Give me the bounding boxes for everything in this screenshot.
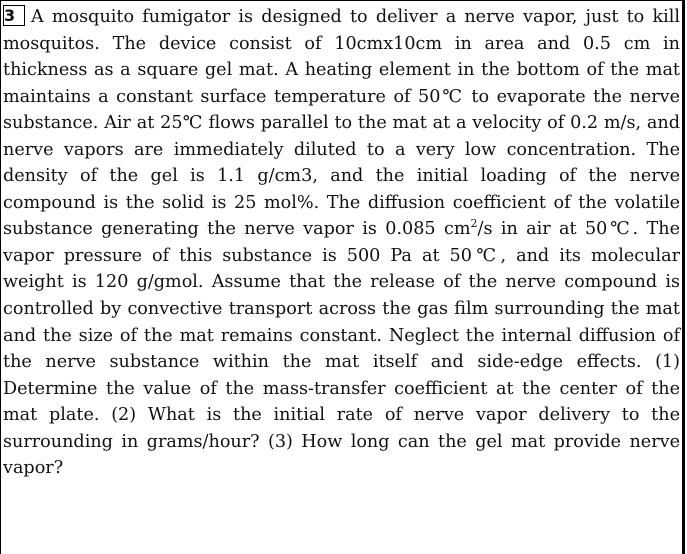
problem-text	[3, 4, 680, 482]
problem-text-part-2: /s in air at 50℃. The vapor pressure of this substance is 500 Pa at 50℃, and its molecular weight is 120 g/gmol. Assume that the release of the nerve compound is controlled by convective transport across the gas film surrounding the mat and the size of the mat remains constant. Neglect the internal diffusion of the nerve substance within the mat itself and side-edge effects. (1) Determine the value of the mass-transfer coefficient at the center of the mat plate. (2) What is the initial rate of nerve vapor delivery to the surrounding in grams/hour? (3) How long can the gel mat provide nerve vapor?	[3, 219, 680, 479]
problem-text-part-1: A mosquito fumigator is designed to deliver a nerve vapor, just to kill mosquitos. The device consist of 10cmx10cm in area and 0.5 cm in thickness as a square gel mat. A heating element in the bottom of the mat maintains a constant surface temperature of 50℃ to evaporate the nerve substance. Air at 25℃ flows parallel to the mat at a velocity of 0.2 m/s, and nerve vapors are immediately diluted to a very low concentration. The density of the gel is 1.1 g/cm3, and the initial loading of the nerve compound is the solid is 25 mol%. The diffusion coefficient of the volatile substance generating the nerve vapor is 0.085 cm	[3, 7, 680, 240]
problem-number-box: 3	[3, 5, 25, 26]
superscript-exponent: 2	[470, 217, 478, 231]
